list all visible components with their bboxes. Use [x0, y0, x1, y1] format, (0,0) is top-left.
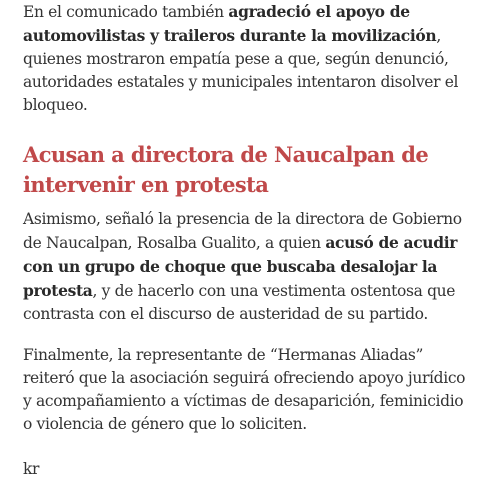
paragraph-conclusion: Finalmente, la representante de “Hermanas Aliadas” reiteró que la asociación seguirá ofreciendo apoyo jurídico y acompañamiento a víctimas de desaparición, feminicidio o violencia de género que lo soliciten.	[23, 346, 466, 433]
paragraph-text: En el comunicado también	[23, 3, 229, 21]
section-heading: Acusan a directora de Naucalpan de intervenir en protesta	[23, 142, 429, 197]
paragraph-text: , y de hacerlo con una vestimenta ostentosa que contrasta con el discurso de austeridad de su partido.	[23, 282, 456, 323]
paragraph-text: Asimismo, señaló la presencia de la directora de Gobierno de Naucalpan, Rosalba Gualito, a quien	[23, 210, 462, 252]
paragraph-bold-text: acusó de acudir con un grupo de choque que buscaba desalojar la protesta	[23, 233, 458, 300]
author-signature: kr	[23, 460, 40, 478]
paragraph-bold-text: agradeció el apoyo de automovilistas y traileros durante la movilización	[23, 2, 437, 45]
paragraph-acknowledgement	[23, 0, 475, 117]
paragraph-text: , quienes mostraron empatía pese a que, según denunció, autoridades estatales y municipales intentaron disolver el bloqueo.	[23, 27, 459, 114]
paragraph-accusation	[23, 208, 475, 326]
